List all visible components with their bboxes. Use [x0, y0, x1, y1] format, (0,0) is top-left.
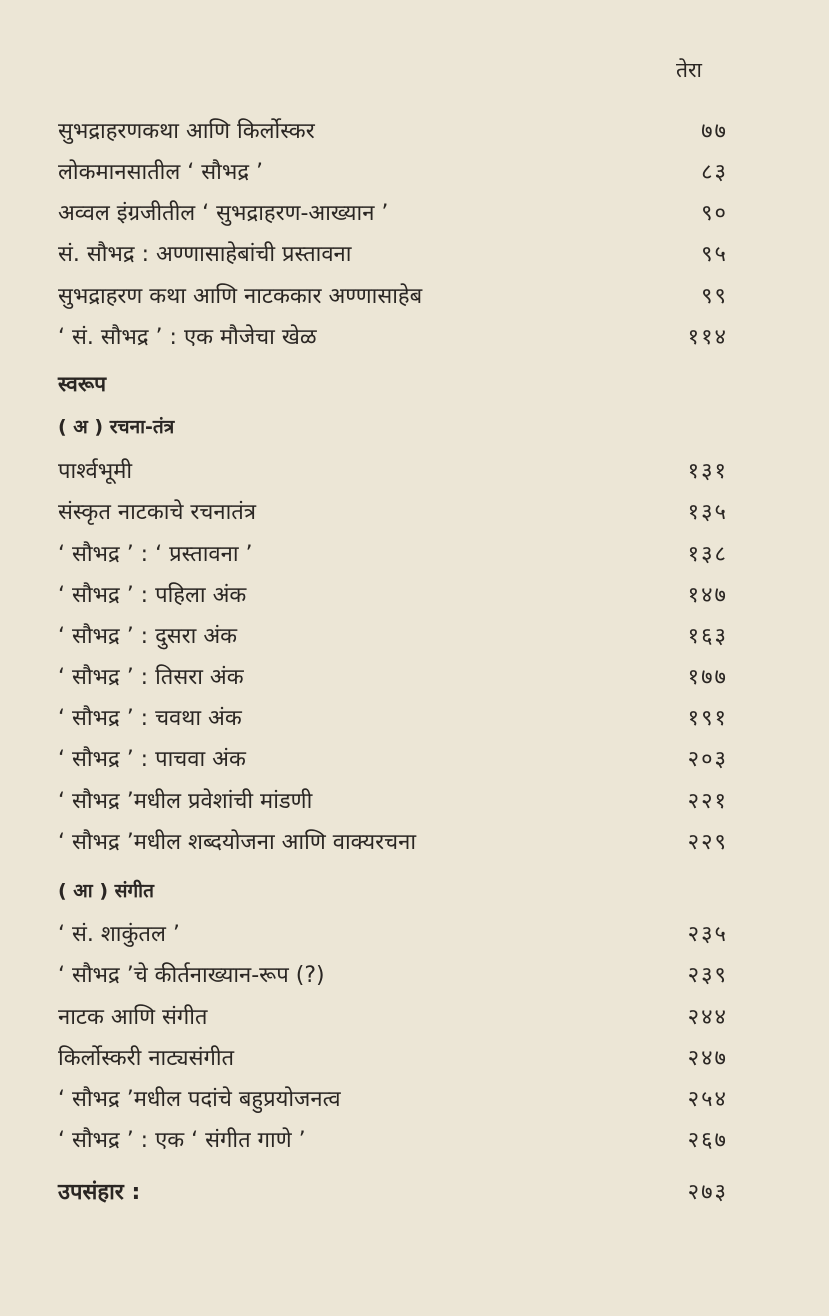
toc-entry-title: ‘ सौभद्र ’ : दुसरा अंक — [58, 624, 238, 649]
toc-entry — [58, 784, 728, 820]
toc-entry — [58, 320, 728, 356]
toc-entry — [58, 279, 728, 315]
toc-entry-title: सुभद्राहरणकथा आणि किर्लोस्कर — [58, 119, 315, 144]
toc-entry-title: संस्कृत नाटकाचे रचनातंत्र — [58, 500, 256, 525]
toc-entry — [58, 619, 728, 655]
toc-entry-title: ‘ सौभद्र ’ : पहिला अंक — [58, 583, 247, 608]
toc-entry — [58, 1000, 728, 1036]
toc-entry — [58, 454, 728, 490]
toc-entry-page: १७७ — [687, 665, 728, 690]
toc-entry-page: २२९ — [687, 830, 728, 855]
toc-entry-title: सं. सौभद्र : अण्णासाहेबांची प्रस्तावना — [58, 242, 352, 267]
toc-entry-title: पार्श्वभूमी — [58, 459, 133, 484]
toc-entry-page: १३५ — [687, 500, 728, 525]
toc-entry-title: ‘ सौभद्र ’ : तिसरा अंक — [58, 665, 244, 690]
toc-entry-title: लोकमानसातील ‘ सौभद्र ’ — [58, 160, 263, 185]
section-heading: स्वरूप — [58, 372, 107, 396]
toc-entry — [58, 114, 728, 150]
toc-entry-title: ‘ सौभद्र ’मधील प्रवेशांची मांडणी — [58, 789, 313, 814]
toc-entry-title: ‘ सौभद्र ’ : पाचवा अंक — [58, 747, 246, 772]
toc-entry-title: किर्लोस्करी नाट्यसंगीत — [58, 1046, 235, 1071]
toc-entry-page: २५४ — [687, 1087, 728, 1112]
toc-entry-title: ‘ सौभद्र ’मधील पदांचे बहुप्रयोजनत्व — [58, 1087, 341, 1112]
toc-entry-page: ९५ — [701, 242, 728, 267]
toc-entry-title: उपसंहार : — [58, 1180, 141, 1205]
toc-entry-title: ‘ सौभद्र ’मधील शब्दयोजना आणि वाक्यरचना — [58, 830, 417, 855]
toc-entry-page: २७३ — [687, 1180, 728, 1205]
toc-entry — [58, 660, 728, 696]
toc-entry — [58, 155, 728, 191]
toc-entry-page: २४७ — [687, 1046, 728, 1071]
toc-entry — [58, 1123, 728, 1159]
toc-entry-page: ८३ — [701, 160, 728, 185]
subsection-heading: ( अ ) रचना-तंत्र — [58, 416, 175, 438]
toc-entry-title: ‘ सौभद्र ’चे कीर्तनाख्यान-रूप (?) — [58, 963, 325, 988]
toc-entry — [58, 825, 728, 861]
toc-entry-page: ९० — [701, 201, 728, 226]
toc-entry-page: १६३ — [687, 624, 728, 649]
toc-entry — [58, 701, 728, 737]
toc-entry-page: ११४ — [687, 325, 728, 350]
toc-entry-page: २३५ — [687, 922, 728, 947]
toc-entry — [58, 537, 728, 573]
toc-entry-page: १९१ — [687, 706, 728, 731]
toc-entry-page: १४७ — [687, 583, 728, 608]
toc-entry — [58, 1082, 728, 1118]
toc-entry-title: नाटक आणि संगीत — [58, 1005, 208, 1030]
toc-entry-page: ९९ — [701, 284, 728, 309]
toc-entry-page: २२१ — [687, 789, 728, 814]
page-number-label: तेरा — [676, 58, 702, 82]
toc-entry — [58, 742, 728, 778]
toc-entry-page: ७७ — [701, 119, 728, 144]
toc-entry-page: १३८ — [687, 542, 728, 567]
toc-entry-title: ‘ सं. शाकुंतल ’ — [58, 922, 180, 947]
toc-entry — [58, 917, 728, 953]
toc-entry — [58, 578, 728, 614]
toc-entry-title: ‘ सौभद्र ’ : चवथा अंक — [58, 706, 242, 731]
toc-entry-title: ‘ सौभद्र ’ : ‘ प्रस्तावना ’ — [58, 542, 253, 567]
toc-entry — [58, 1041, 728, 1077]
subsection-heading: ( आ ) संगीत — [58, 880, 154, 902]
toc-entry — [58, 958, 728, 994]
toc-entry-page: २३९ — [687, 963, 728, 988]
toc-entry — [58, 196, 728, 232]
toc-entry-page: २४४ — [687, 1005, 728, 1030]
toc-entry — [58, 237, 728, 273]
toc-entry-title: अव्वल इंग्रजीतील ‘ सुभद्राहरण-आख्यान ’ — [58, 201, 389, 226]
toc-entry-title: ‘ सं. सौभद्र ’ : एक मौजेचा खेळ — [58, 325, 317, 350]
toc-entry-conclusion — [58, 1175, 728, 1211]
toc-entry — [58, 495, 728, 531]
toc-entry-page: २०३ — [687, 747, 728, 772]
toc-entry-page: २६७ — [687, 1128, 728, 1153]
toc-entry-title: ‘ सौभद्र ’ : एक ‘ संगीत गाणे ’ — [58, 1128, 306, 1153]
toc-entry-page: १३१ — [687, 459, 728, 484]
toc-entry-title: सुभद्राहरण कथा आणि नाटककार अण्णासाहेब — [58, 284, 423, 309]
